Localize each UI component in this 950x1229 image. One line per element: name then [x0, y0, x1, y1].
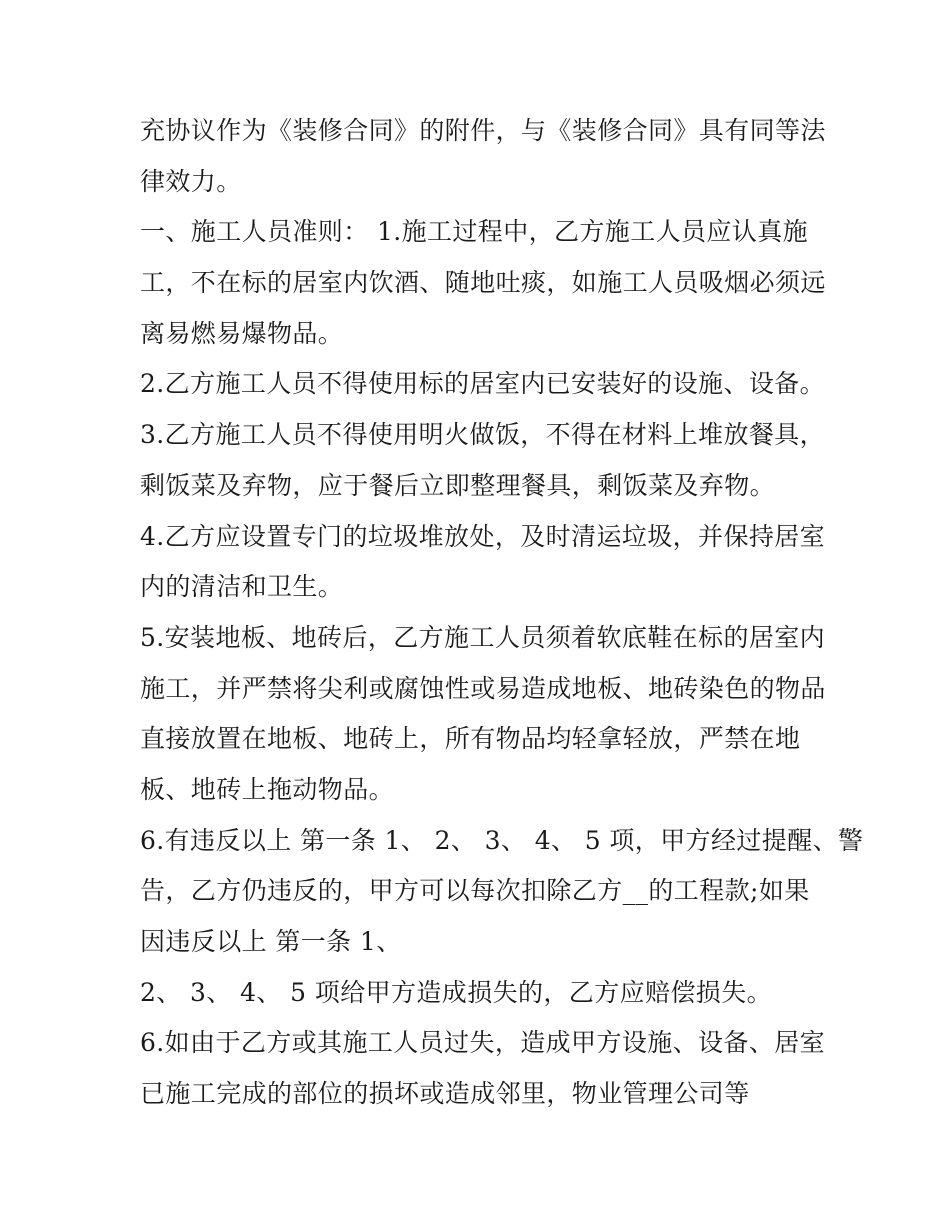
- text-line-4: 工，不在标的居室内饮酒、随地吐痰，如施工人员吸烟必须远: [140, 268, 826, 298]
- text-line-5: 离易燃易爆物品。: [140, 318, 344, 348]
- text-line-17: 因违反以上 第一条 1、: [140, 927, 402, 956]
- text-line-20: 已施工完成的部位的损坏或造成邻里，物业管理公司等: [140, 1079, 750, 1109]
- text-line-7: 3.乙方施工人员不得使用明火做饭，不得在材料上堆放餐具，: [140, 420, 826, 450]
- text-line-15: 6.有违反以上 第一条 1、 2、 3、 4、 5 项，甲方经过提醒、警: [140, 825, 864, 855]
- text-line-10: 内的清洁和卫生。: [140, 572, 344, 602]
- text-line-3: 一、施工人员准则： 1.施工过程中，乙方施工人员应认真施: [140, 217, 809, 247]
- text-line-19: 6.如由于乙方或其施工人员过失，造成甲方设施、设备、居室: [140, 1028, 826, 1058]
- text-line-14: 板、地砖上拖动物品。: [140, 774, 395, 804]
- text-line-18: 2、 3、 4、 5 项给甲方造成损失的，乙方应赔偿损失。: [140, 977, 773, 1007]
- text-line-13: 直接放置在地板、地砖上，所有物品均轻拿轻放，严禁在地: [140, 724, 801, 754]
- text-line-6: 2.乙方施工人员不得使用标的居室内已安装好的设施、设备。: [140, 369, 826, 399]
- text-line-12: 施工，并严禁将尖利或腐蚀性或易造成地板、地砖染色的物品: [140, 673, 826, 703]
- text-line-11: 5.安装地板、地砖后，乙方施工人员须着软底鞋在标的居室内: [140, 622, 826, 652]
- text-line-16: 告，乙方仍违反的，甲方可以每次扣除乙方__的工程款;如果: [140, 876, 810, 906]
- text-line-8: 剩饭菜及弃物，应于餐后立即整理餐具，剩饭菜及弃物。: [140, 470, 776, 500]
- text-line-9: 4.乙方应设置专门的垃圾堆放处，及时清运垃圾，并保持居室: [140, 521, 826, 551]
- text-line-1: 充协议作为《装修合同》的附件，与《装修合同》具有同等法: [140, 116, 826, 145]
- document-body: [140, 106, 864, 1120]
- text-line-2: 律效力。: [140, 166, 242, 196]
